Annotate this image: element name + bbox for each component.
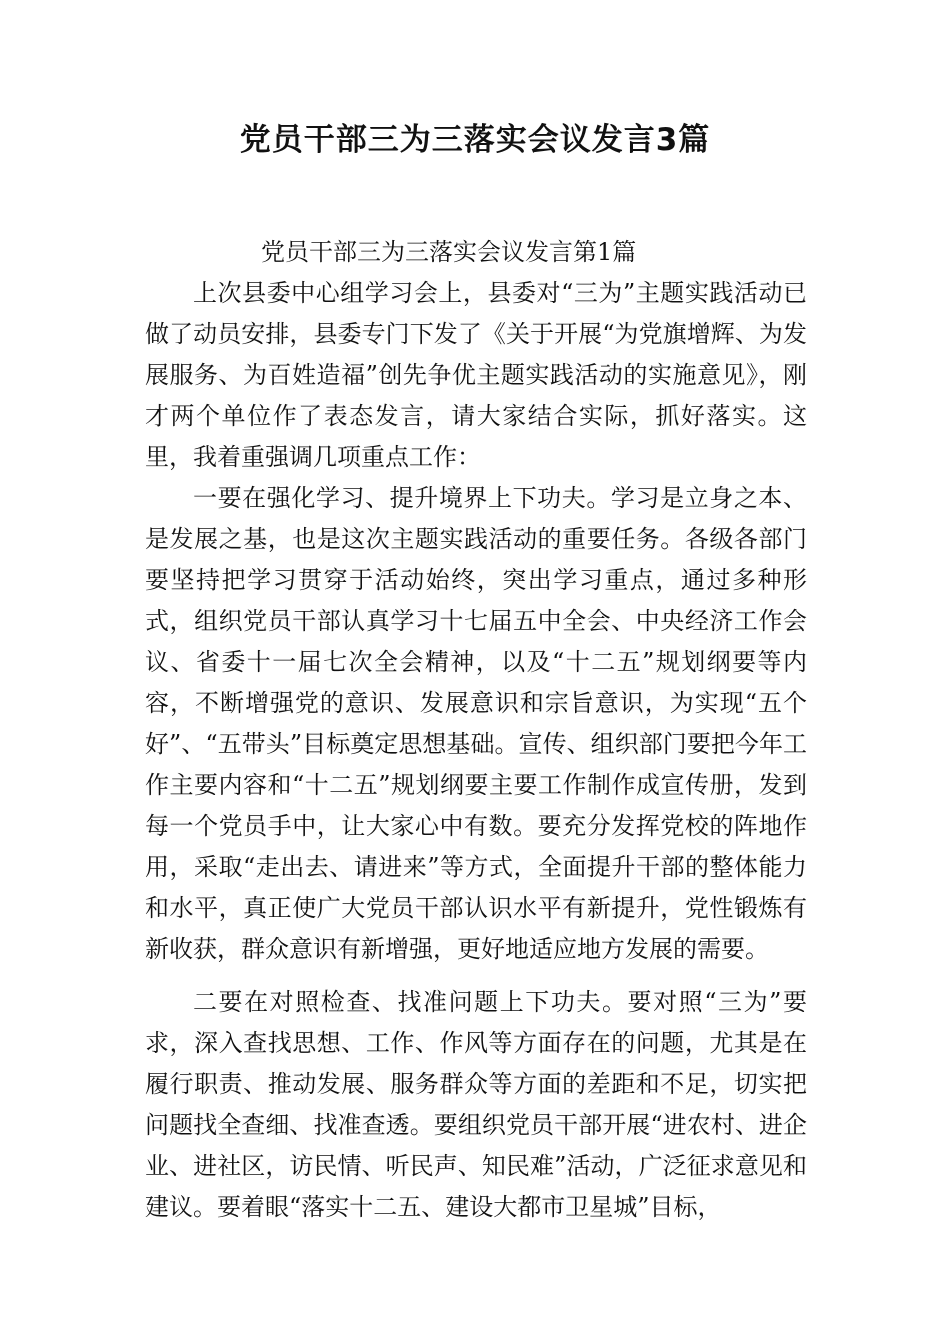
paragraph-intro: 上次县委中心组学习会上，县委对“三为”主题实践活动已做了动员安排，县委专门下发了《关于开展“为党旗增辉、为发展服务、为百姓造福”创先争优主题实践活动的实施意见》，刚才两个单位作了表态发言，请大家结合实际，抓好落实。这里，我着重强调几项重点工作： — [145, 279, 807, 471]
paragraph-point-two: 二要在对照检查、找准问题上下功夫。要对照“三为”要求，深入查找思想、工作、作风等方面存在的问题，尤其是在履行职责、推动发展、服务群众等方面的差距和不足，切实把问题找全查细、找准查透。要组织党员干部开展“进农村、进企业、进社区，访民情、听民声、知民难”活动，广泛征求意见和建议。要着眼“落实十二五、建设大都市卫星城”目标， — [145, 988, 807, 1221]
section-subtitle: 党员干部三为三落实会议发言第1篇 — [261, 238, 637, 266]
document-title: 党员干部三为三落实会议发言3篇 — [239, 122, 711, 158]
document-body — [145, 232, 807, 1228]
paragraph-point-one: 一要在强化学习、提升境界上下功夫。学习是立身之本、是发展之基，也是这次主题实践活动的重要任务。各级各部门要坚持把学习贯穿于活动始终，突出学习重点，通过多种形式，组织党员干部认真学习十七届五中全会、中央经济工作会议、省委十一届七次全会精神，以及“十二五”规划纲要等内容，不断增强党的意识、发展意识和宗旨意识，为实现“五个好”、“五带头”目标奠定思想基础。宣传、组织部门要把今年工作主要内容和“十二五”规划纲要主要工作制作成宣传册，发到每一个党员手中，让大家心中有数。要充分发挥党校的阵地作用，采取“走出去、请进来”等方式，全面提升干部的整体能力和水平，真正使广大党员干部认识水平有新提升，党性锻炼有新收获，群众意识有新增强，更好地适应地方发展的需要。 — [145, 484, 807, 963]
